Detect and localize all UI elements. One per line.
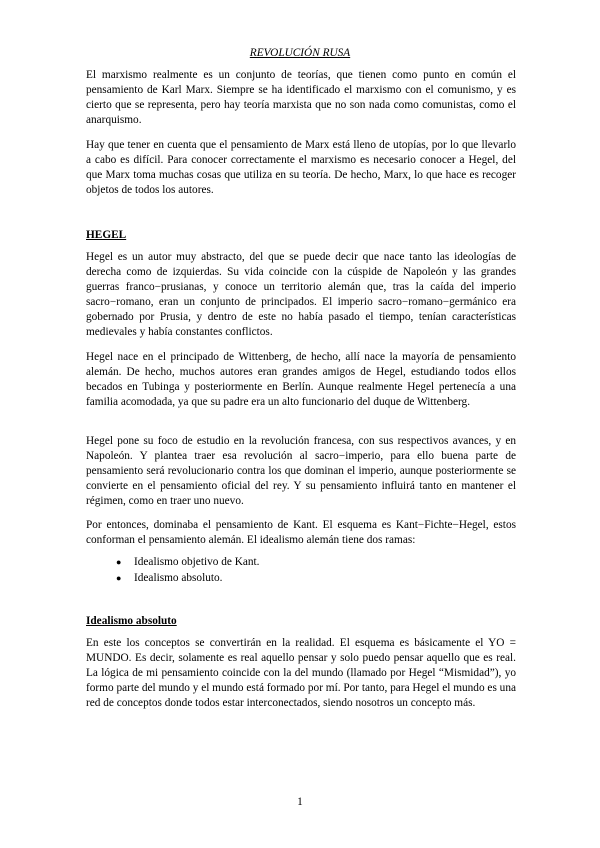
page-number: 1 (297, 796, 303, 808)
list-item (116, 555, 260, 571)
section-heading-hegel: HEGEL (86, 229, 127, 241)
idealismo-paragraph: En este los conceptos se convertirán en la realidad. El esquema es básicamente el YO = MUNDO. Es decir, solamente es real aquello pensar y solo puedo pensar aquello que es real. La lógica de mi pensamiento coincide con la del mundo (llamado por Hegel “Mismidad”), yo formo parte del mundo y el mundo está formado por mí. Por tanto, para Hegel el mundo es una red de conceptos donde todos estar interconectados, siendo nosotros un concepto más. (86, 637, 516, 710)
intro-paragraph-1: El marxismo realmente es un conjunto de teorías, que tienen como punto en común el pensamiento de Karl Marx. Siempre se ha identificado el marxismo con el comunismo, y es cierto que se representa, pero hay teoría marxista que no son nada como comunistas, como el anarquismo. (86, 69, 516, 127)
hegel-paragraph-4: Por entonces, dominaba el pensamiento de Kant. El esquema es Kant−Fichte−Hegel, estos conforman el pensamiento alemán. El idealismo alemán tiene dos ramas: (86, 519, 516, 547)
hegel-paragraph-1: Hegel es un autor muy abstracto, del que se puede decir que nace tanto las ideologías de derecha como de izquierdas. Su vida coincide con la cúspide de Napoleón y las grandes guerras franco−prusianas, y conoce un territorio alemán que, tras la caída del imperio sacro−romano, eran un conjunto de principados. El imperio sacro−romano−germánico era gobernado por Prusia, y dentro de este no había pasado el tiempo, tenían características medievales y había constantes conflictos. (86, 251, 516, 339)
hegel-paragraph-3: Hegel pone su foco de estudio en la revolución francesa, con sus respectivos avances, y en Napoleón. Y plantea traer esa revolución al sacro−imperio, para ello buena parte de pensamiento será revolucionario contra los que dominan el imperio, aunque posteriormente se convierte en el pensamiento oficial del rey. Y su pensamiento influirá tanto en mantener el régimen, como en traer uno nuevo. (86, 435, 516, 508)
hegel-paragraph-2: Hegel nace en el principado de Wittenberg, de hecho, allí nace la mayoría de pensamiento alemán. De hecho, muchos autores eran grandes amigos de Hegel, estudiando todos ellos becados en Tubinga y posteriormente en Berlín. Aunque realmente Hegel pertenecía a una familia acomodada, ya que su padre era un alto funcionario del duque de Wittenberg. (86, 351, 516, 409)
list-item (116, 571, 260, 587)
section-heading-idealismo-absoluto: Idealismo absoluto (86, 615, 177, 627)
ramas-list (116, 555, 260, 586)
list-item-text: Idealismo objetivo de Kant. (134, 556, 260, 568)
list-item-text: Idealismo absoluto. (134, 571, 223, 584)
bullet-icon: ● (116, 557, 122, 567)
bullet-icon: ● (116, 572, 122, 583)
intro-paragraph-2: Hay que tener en cuenta que el pensamiento de Marx está lleno de utopías, por lo que llevarlo a cabo es difícil. Para conocer correctamente el marxismo es necesario conocer a Hegel, del que Marx toma muchas cosas que utiliza en su teoría. De hecho, Marx, lo que hace es recoger objetos de todos los autores. (86, 139, 516, 197)
document-title: REVOLUCIÓN RUSA (249, 47, 351, 59)
